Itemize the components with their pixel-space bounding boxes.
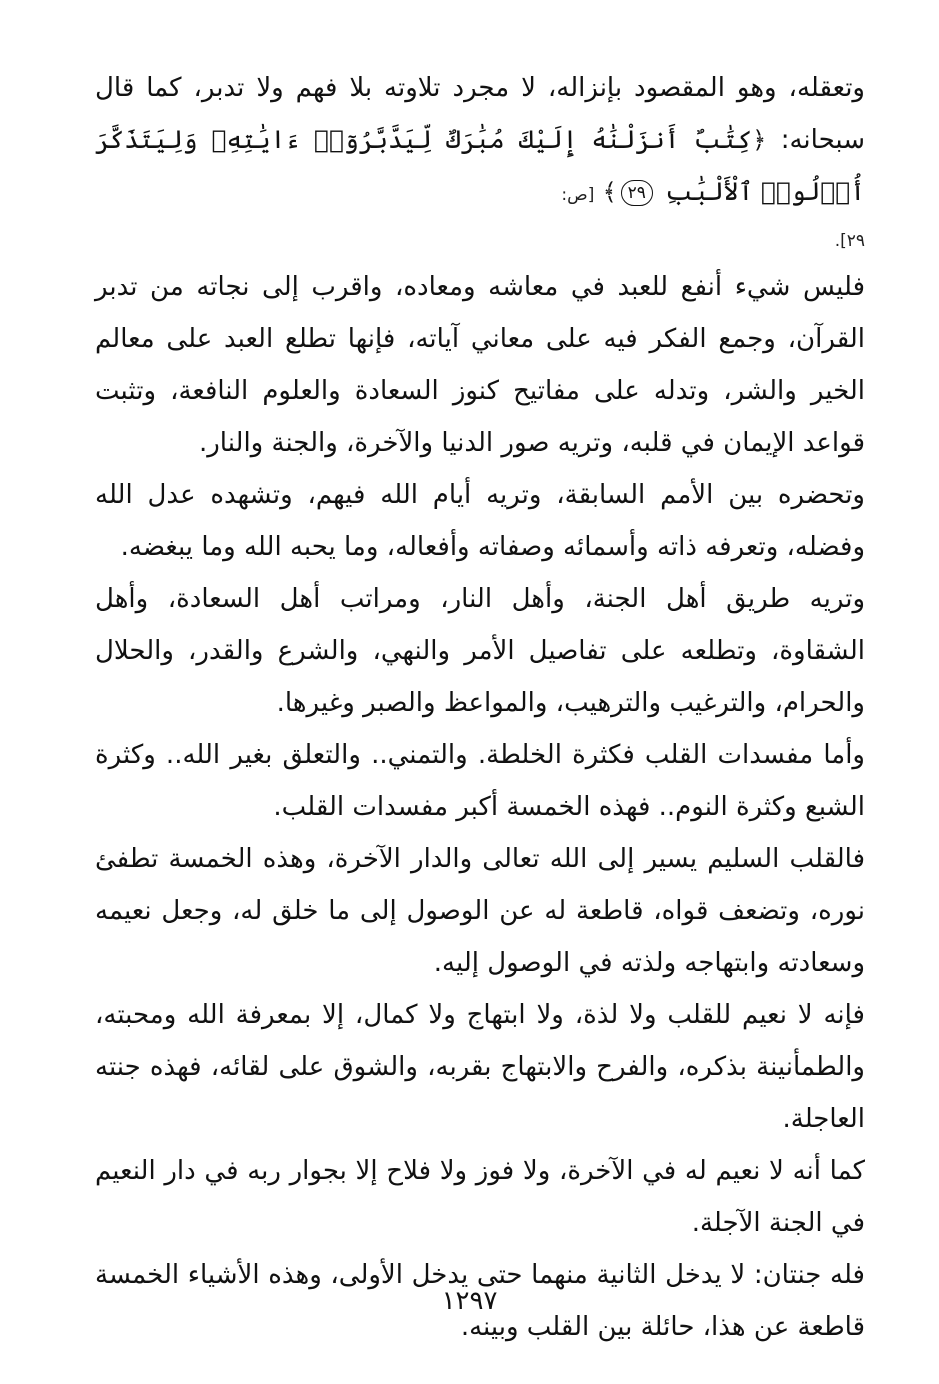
paragraph-9: فله جنتان: لا يدخل الثانية منهما حتى يدخل الأولى، وهذه الأشياء الخمسة قاطعة عن هذا، حائلة بين القلب وبينه. — [95, 1260, 865, 1342]
paragraph-2: فليس شيء أنفع للعبد في معاشه ومعاده، واقرب إلى نجاته من تدبر القرآن، وجمع الفكر فيه على معاني آياته، فإنها تطلع العبد على معالم الخير والشر، وتدله على مفاتيح كنوز السعادة والعلوم النافعة، وتثبت قواعد الإيمان في قلبه، وتريه صور الدنيا والآخرة، والجنة والنار. — [95, 272, 865, 458]
ayah-number-marker: ٢٩ — [621, 180, 653, 206]
paragraph-4: وتريه طريق أهل الجنة، وأهل النار، ومراتب أهل السعادة، وأهل الشقاوة، وتطلعه على تفاصيل الأمر والنهي، والشرع والقدر، والحلال والحرام، والترغيب والترهيب، والمواعظ والصبر وغيرها. — [95, 584, 865, 718]
verse-open-bracket: ﴿ — [752, 126, 767, 154]
paragraph-1: وتعقله، وهو المقصود بإنزاله، لا مجرد تلاوته بلا فهم ولا تدبر، كما قال سبحانه: — [95, 73, 865, 155]
paragraph-7: فإنه لا نعيم للقلب ولا لذة، ولا ابتهاج ولا كمال، إلا بمعرفة الله ومحبته، والطمأنينة بذكره، والفرح والابتهاج بقربه، والشوق على لقائه، فهذه جنته العاجلة. — [95, 1000, 865, 1134]
page-number: ١٢٩٧ — [441, 1286, 498, 1316]
page-text — [95, 62, 865, 1353]
verse-reference-end: ٢٩]. — [834, 231, 865, 251]
paragraph-8: كما أنه لا نعيم له في الآخرة، ولا فوز ولا فلاح إلا بجوار ربه في دار النعيم في الجنة الآجلة. — [95, 1156, 865, 1238]
verse-close-bracket: ﴾ — [602, 178, 617, 206]
paragraph-3: وتحضره بين الأمم السابقة، وتريه أيام الله فيهم، وتشهده عدل الله وفضله، وتعرفه ذاته وأسمائه وصفاته وأفعاله، وما يحبه الله وما يبغضه. — [95, 480, 865, 562]
paragraph-6: فالقلب السليم يسير إلى الله تعالى والدار الآخرة، وهذه الخمسة تطفئ نوره، وتضعف قواه، قاطعة له عن الوصول إلى ما خلق له، وجعل نعيمه وسعادته وابتهاجه ولذته في الوصول إليه. — [95, 844, 865, 978]
verse-reference-start: [ص: — [561, 185, 595, 205]
paragraph-with-verse — [95, 62, 865, 221]
paragraph-5: وأما مفسدات القلب فكثرة الخلطة. والتمني.. والتعلق بغير الله.. وكثرة الشبع وكثرة النوم.. فهذه الخمسة أكبر مفسدات القلب. — [95, 740, 865, 822]
quran-verse: كِتَٰبٌ أَنزَلْنَٰهُ إِلَيْكَ مُبَٰرَكٌ لِّيَدَّبَّرُوٓا۟ ءَايَٰتِهِۦ وَلِيَتَذَكَّرَ أُو۟لُوا۟ ٱلْأَلْبَٰبِ — [95, 125, 865, 206]
